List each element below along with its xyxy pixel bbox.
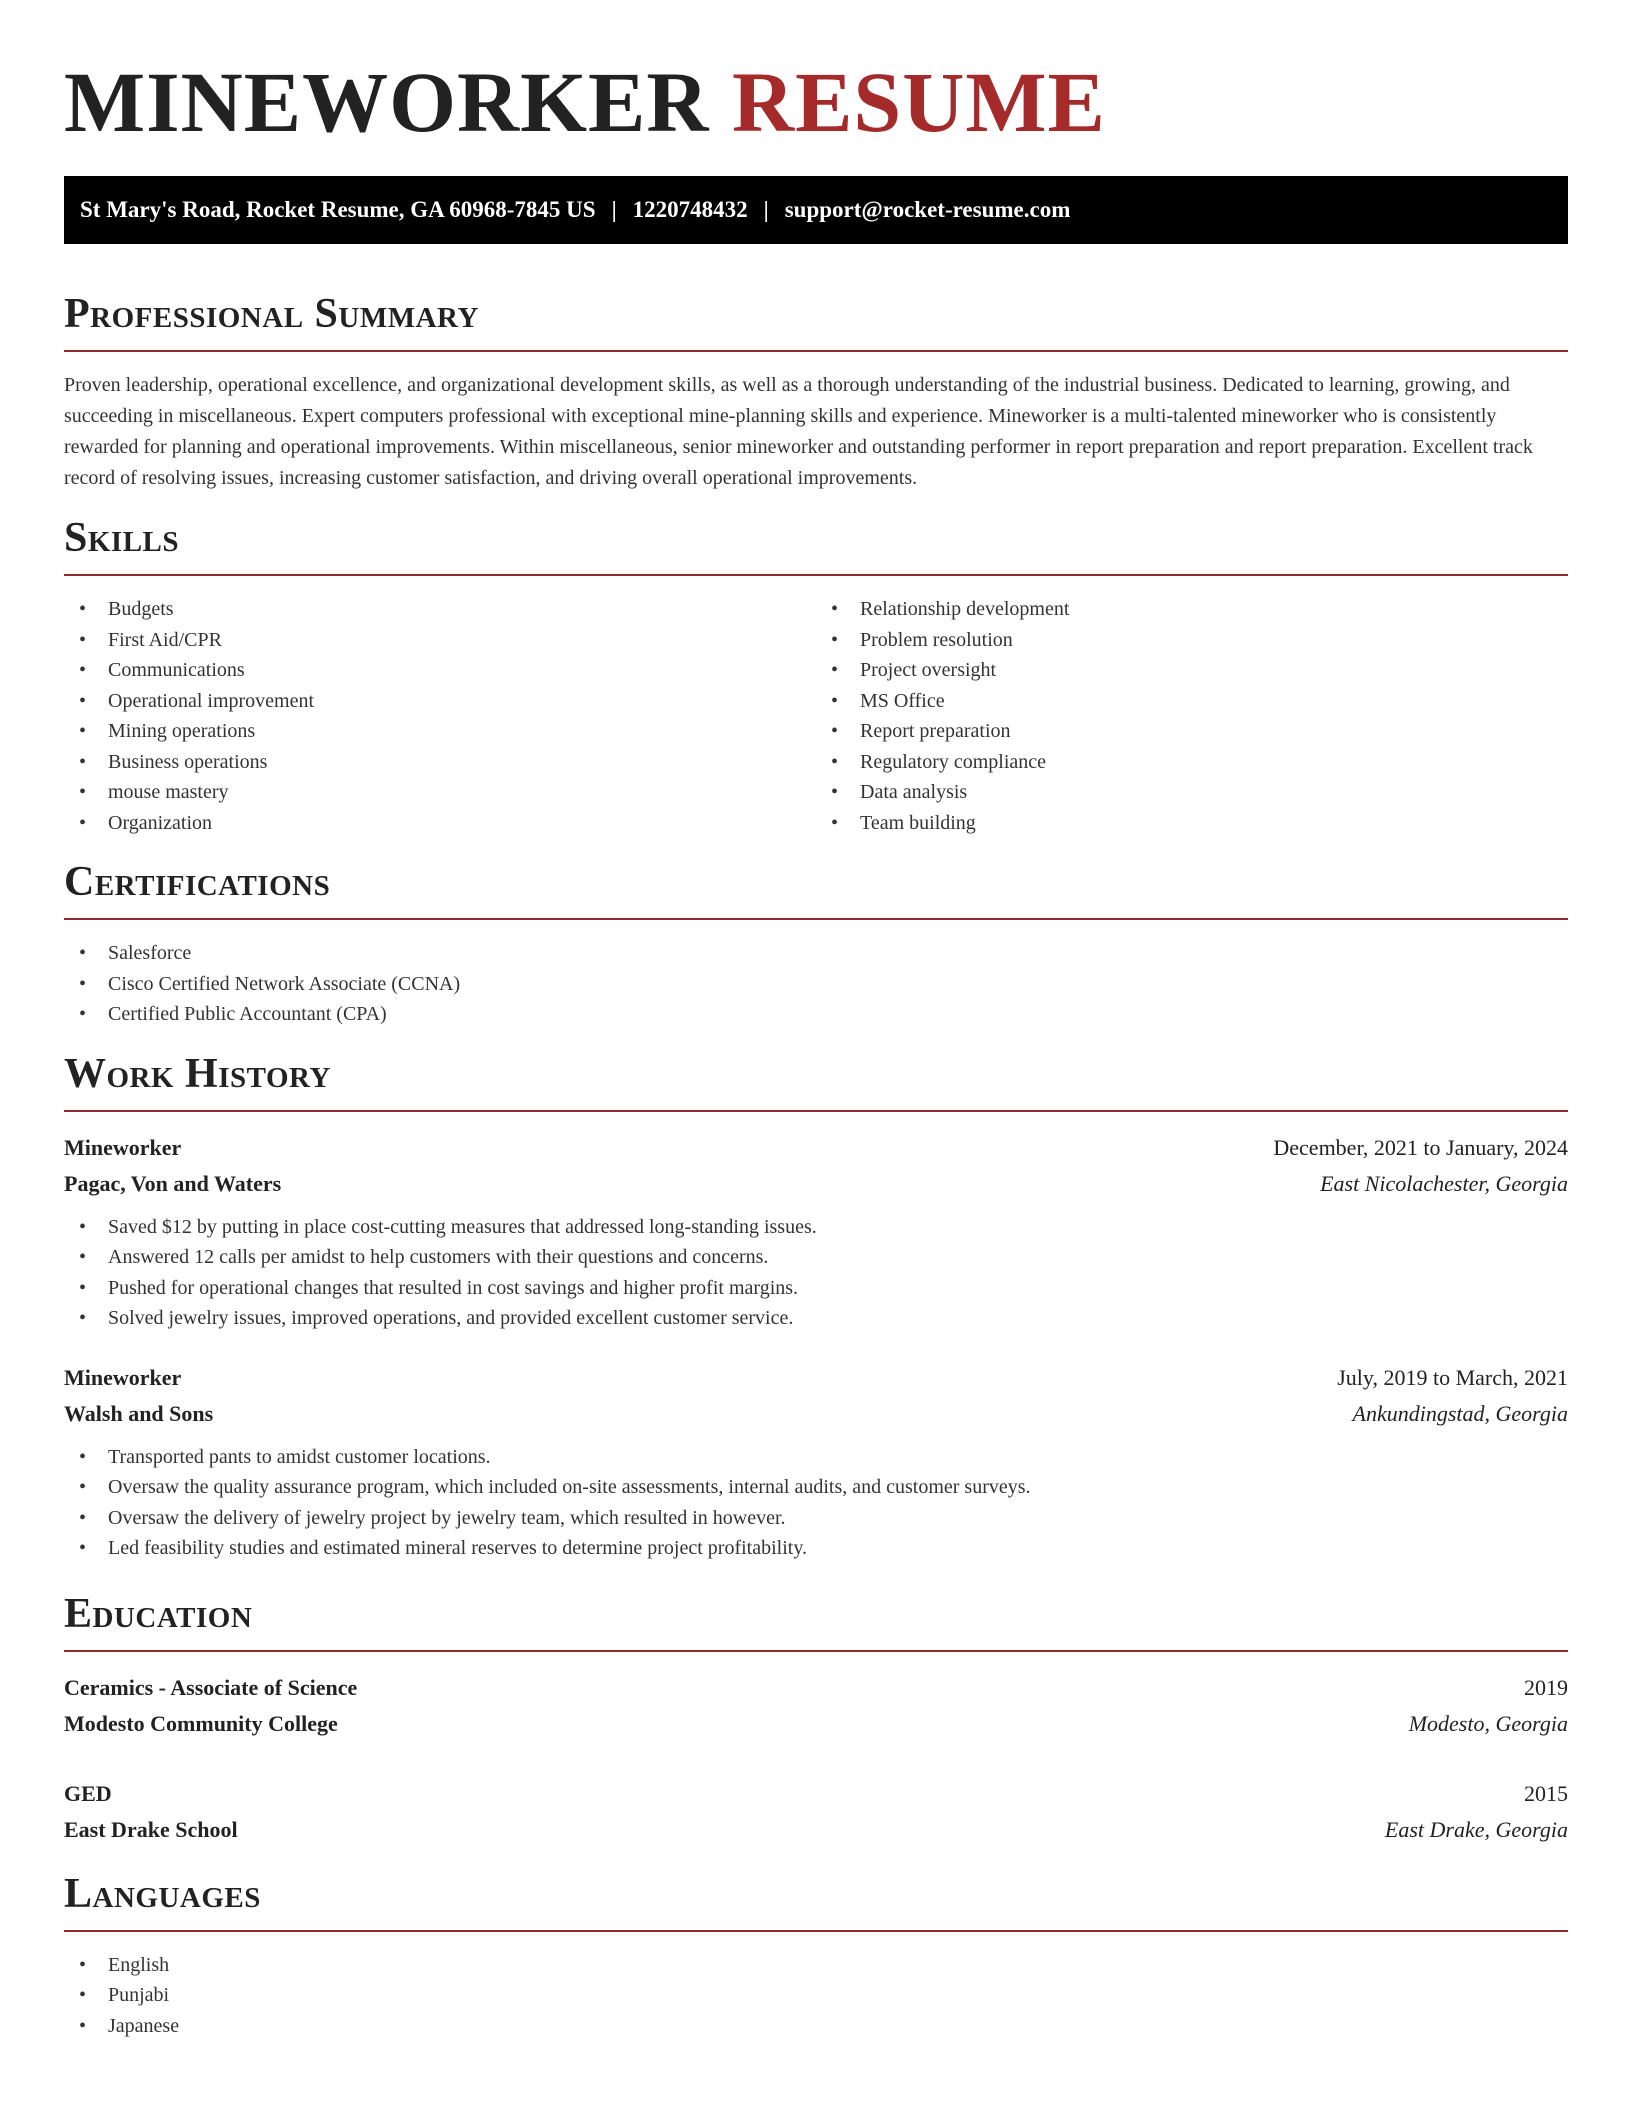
skill-item: • mouse mastery [64,777,816,808]
job-subheader [64,1166,1568,1202]
languages-section [64,1870,1568,2042]
job-bullet: • Oversaw the delivery of jewelry project by jewelry team, which resulted in however. [64,1503,1568,1534]
contact-separator: | [611,197,617,222]
resume-title [64,56,1568,148]
skills-list-left [64,594,816,838]
skill-item: • Problem resolution [816,625,1568,656]
education-subheader [64,1812,1568,1848]
languages-heading: Languages [64,1870,1568,1932]
language-item: • Japanese [64,2011,1568,2042]
certifications-list [64,938,1568,1030]
job-bullet: • Answered 12 calls per amidst to help customers with their questions and concerns. [64,1242,1568,1273]
summary-section [64,290,1568,494]
education-school: Modesto Community College [64,1710,338,1736]
job-bullet: • Pushed for operational changes that resulted in cost savings and higher profit margins. [64,1273,1568,1304]
education-year: 2019 [1524,1674,1568,1700]
contact-address: St Mary's Road, Rocket Resume, GA 60968-7845 US [80,197,596,222]
education-degree: GED [64,1780,112,1806]
education-school: East Drake School [64,1816,238,1842]
job-company: Pagac, Von and Waters [64,1170,282,1196]
job-bullet: • Saved $12 by putting in place cost-cutting measures that addressed long-standing issues. [64,1212,1568,1243]
education-header [64,1776,1568,1812]
skills-section [64,514,1568,838]
job-dates: July, 2019 to March, 2021 [1337,1364,1568,1390]
education-year: 2015 [1524,1780,1568,1806]
contact-bar [64,176,1568,244]
job-entry [64,1360,1568,1564]
certifications-section [64,858,1568,1030]
skill-item: • MS Office [816,686,1568,717]
skill-item: • Mining operations [64,716,816,747]
skill-item: • Team building [816,808,1568,839]
job-title: Mineworker [64,1364,182,1390]
contact-phone[interactable]: 1220748432 [632,197,748,222]
education-location: Modesto, Georgia [1408,1710,1568,1736]
skill-item: • Business operations [64,747,816,778]
education-subheader [64,1706,1568,1742]
summary-heading: Professional Summary [64,290,1568,352]
skills-heading: Skills [64,514,1568,576]
work-history-heading: Work History [64,1050,1568,1112]
summary-text: Proven leadership, operational excellence, and organizational development skills, as well as a thorough understanding of the industrial business. Dedicated to learning, growing, and succeeding in miscellaneous. Expert computers professional with exceptional mine-planning skills and experience. Mineworker is a multi-talented mineworker who is consistently rewarded for planning and operational improvements. Within miscellaneous, senior mineworker and outstanding performer in report preparation and report preparation. Excellent track record of resolving issues, increasing customer satisfaction, and driving overall operational improvements. [64,374,1533,489]
contact-separator: | [763,197,769,222]
languages-list [64,1950,1568,2042]
job-location: Ankundingstad, Georgia [1352,1400,1568,1426]
title-accent: RESUME [731,54,1106,150]
language-item: • English [64,1950,1568,1981]
certification-item: • Cisco Certified Network Associate (CCNA) [64,969,1568,1000]
job-bullets [64,1442,1568,1564]
skills-grid [64,594,1568,838]
language-item: • Punjabi [64,1980,1568,2011]
education-entry [64,1670,1568,1742]
skill-item: • Operational improvement [64,686,816,717]
job-entry [64,1130,1568,1334]
education-heading: Education [64,1590,1568,1652]
skill-item: • Project oversight [816,655,1568,686]
skill-item: • Budgets [64,594,816,625]
skill-item: • Organization [64,808,816,839]
certifications-heading: Certifications [64,858,1568,920]
skill-item: • First Aid/CPR [64,625,816,656]
job-bullet: • Solved jewelry issues, improved operations, and provided excellent customer service. [64,1303,1568,1334]
skill-item: • Data analysis [816,777,1568,808]
job-header [64,1360,1568,1396]
education-header [64,1670,1568,1706]
skills-list-right [816,594,1568,838]
job-location: East Nicolachester, Georgia [1320,1170,1568,1196]
education-location: East Drake, Georgia [1384,1816,1568,1842]
job-bullet: • Led feasibility studies and estimated mineral reserves to determine project profitability. [64,1533,1568,1564]
job-bullets [64,1212,1568,1334]
education-entry [64,1776,1568,1848]
job-company: Walsh and Sons [64,1400,214,1426]
certification-item: • Certified Public Accountant (CPA) [64,999,1568,1030]
skill-item: • Relationship development [816,594,1568,625]
contact-email[interactable]: support@rocket-resume.com [784,197,1071,222]
job-subheader [64,1396,1568,1432]
job-header [64,1130,1568,1166]
education-degree: Ceramics - Associate of Science [64,1674,358,1700]
certification-item: • Salesforce [64,938,1568,969]
skill-item: • Regulatory compliance [816,747,1568,778]
job-bullet: • Oversaw the quality assurance program, which included on-site assessments, internal audits, and customer surveys. [64,1472,1568,1503]
job-dates: December, 2021 to January, 2024 [1273,1134,1568,1160]
job-title: Mineworker [64,1134,182,1160]
title-main: MINEWORKER [64,54,710,150]
skill-item: • Report preparation [816,716,1568,747]
job-bullet: • Transported pants to amidst customer locations. [64,1442,1568,1473]
skill-item: • Communications [64,655,816,686]
education-section [64,1590,1568,1848]
work-history-section [64,1050,1568,1564]
